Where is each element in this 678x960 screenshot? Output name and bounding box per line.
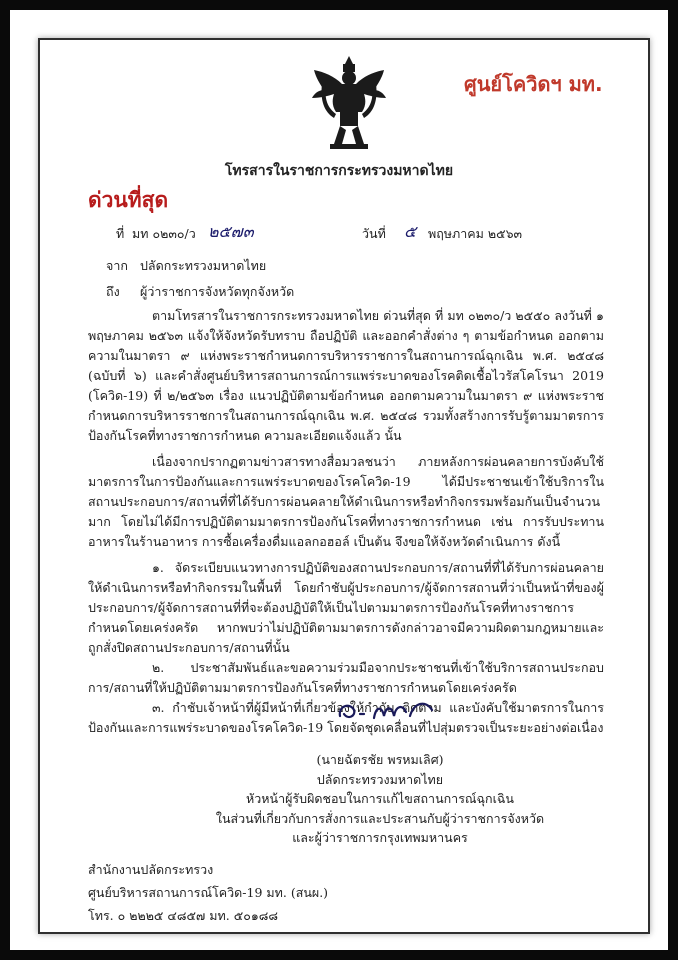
- list-item: ๒. ประชาสัมพันธ์และขอความร่วมมือจากประชาชนที่เข้าใช้บริการสถานประกอบการ/สถานที่ให้ปฏิบัติตามมาตรการป้องกันโรคที่ทางราชการกำหนดโดยเคร่งครัด: [88, 660, 604, 695]
- signatory-name: (นายฉัตรชัย พรหมเลิศ): [316, 752, 444, 767]
- handwritten-signature: [334, 692, 438, 728]
- list-item: ๑. จัดระเบียบแนวทางการปฏิบัติของสถานประกอบการ/สถานที่ที่ได้รับการผ่อนคลายให้ดำเนินการหรือทำกิจกรรมในพื้นที่ โดยกำชับผู้ประกอบการ/ผู้จัดการสถานที่ว่าเป็นหน้าที่ของผู้ประกอบการ/ผู้จัดการสถานที่ที่จะต้องปฏิบัติให้เป็นไปตามมาตรการป้องกันโรคที่ทางราชการกำหนดโดยเคร่งครัด หากพบว่าไม่ปฏิบัติตามมาตรการดังกล่าวอาจมีความผิดตามกฎหมายและถูกสั่งปิดสถานประกอบการ/สถานที่นั้น: [88, 560, 604, 655]
- to-value: ผู้ว่าราชการจังหวัดทุกจังหวัด: [140, 284, 295, 299]
- date-day-handwritten: ๕: [404, 222, 417, 241]
- footer-office: สำนักงานปลัดกระทรวง: [88, 862, 214, 877]
- ref-handwritten-number: ๒๕๗๓: [208, 222, 254, 241]
- date-month-year: พฤษภาคม ๒๕๖๓: [428, 226, 523, 241]
- signatory-role-2: ในส่วนที่เกี่ยวกับการสั่งการและประสานกับผู้ว่าราชการจังหวัด: [215, 810, 545, 826]
- ref-label: ที่: [116, 226, 125, 241]
- footer-center: ศูนย์บริหารสถานการณ์โควิด-19 มท. (สนผ.): [88, 885, 329, 900]
- footer-tel: โทร. ๐ ๒๒๒๕ ๔๘๕๗ มท. ๕๐๑๘๘: [88, 908, 279, 923]
- garuda-emblem-icon: [310, 54, 388, 156]
- signatory-role-1: หัวหน้าผู้รับผิดชอบในการแก้ไขสถานการณ์ฉุกเฉิน: [246, 791, 514, 806]
- letter-header-title: โทรสารในราชการกระทรวงมหาดไทย: [224, 163, 454, 179]
- ref-number: มท ๐๒๓๐/ว: [132, 226, 196, 241]
- list-item: ๓. กำชับเจ้าหน้าที่ผู้มีหน้าที่เกี่ยวข้องให้กำกับ ติดตาม และบังคับใช้มาตรการในการป้องกันและการแพร่ระบาดของโรคโควิด-19 โดยจัดชุดเคลื่อนที่ไปสุ่มตรวจเป็นระยะอย่างต่อเนื่อง: [88, 700, 604, 735]
- from-value: ปลัดกระทรวงมหาดไทย: [140, 258, 267, 273]
- date-label: วันที่: [362, 226, 386, 241]
- signature-block: [210, 750, 550, 848]
- body-paragraph: เนื่องจากปรากฏตามข่าวสารทางสื่อมวลชนว่า ภายหลังการผ่อนคลายการบังคับใช้มาตรการในการป้องกันและการแพร่ระบาดของโรคโควิด-19 ได้มีประชาชนเข้าใช้บริการในสถานประกอบการ/สถานที่ที่ได้รับการผ่อนคลายให้ดำเนินการหรือทำกิจกรรมพร้อมกันเป็นจำนวนมาก โดยไม่ได้มีการปฏิบัติตามมาตรการป้องกันโรคที่ทางราชการกำหนด เช่น การรับประทานอาหารในร้านอาหาร การซื้อเครื่องดื่มแอลกอฮอล์ เป็นต้น จึงขอให้จังหวัดดำเนินการ ดังนี้: [88, 454, 604, 549]
- signatory-position: ปลัดกระทรวงมหาดไทย: [316, 771, 444, 787]
- body-paragraph: ตามโทรสารในราชการกระทรวงมหาดไทย ด่วนที่สุด ที่ มท ๐๒๓๐/ว ๒๕๕๐ ลงวันที่ ๑ พฤษภาคม ๒๕๖๓ แจ้งให้จังหวัดรับทราบ ถือปฏิบัติ และออกคำสั่งต่าง ๆ ตามข้อกำหนด ออกตามความในมาตรา ๙ แห่งพระราชกำหนดการบริหารราชการในสถานการณ์ฉุกเฉิน พ.ศ. ๒๕๔๘ (ฉบับที่ ๖) และคำสั่งศูนย์บริหารสถานการณ์การแพร่ระบาดของโรคติดเชื้อไวรัสโคโรนา 2019 (โควิด-19) ที่ ๒/๒๕๖๓ เรื่อง แนวปฏิบัติตามข้อกำหนด ออกตามความในมาตรา ๙ แห่งพระราชกำหนดการบริหารราชการในสถานการณ์ฉุกเฉิน พ.ศ. ๒๕๔๘ รวมทั้งสร้างการรับรู้ตามมาตรการป้องกันโรคที่ทางราชการกำหนด ความละเอียดแจ้งแล้ว นั้น: [88, 308, 604, 443]
- document-sheet: [10, 10, 668, 950]
- to-label: ถึง: [106, 284, 120, 299]
- from-label: จาก: [106, 258, 128, 273]
- urgency-label: ด่วนที่สุด: [88, 188, 169, 212]
- letter-body: [88, 306, 604, 738]
- footer-contact: [88, 858, 328, 927]
- covid-center-stamp: ศูนย์โควิดฯ มท.: [464, 72, 603, 96]
- signatory-role-3: และผู้ว่าราชการกรุงเทพมหานคร: [292, 830, 468, 845]
